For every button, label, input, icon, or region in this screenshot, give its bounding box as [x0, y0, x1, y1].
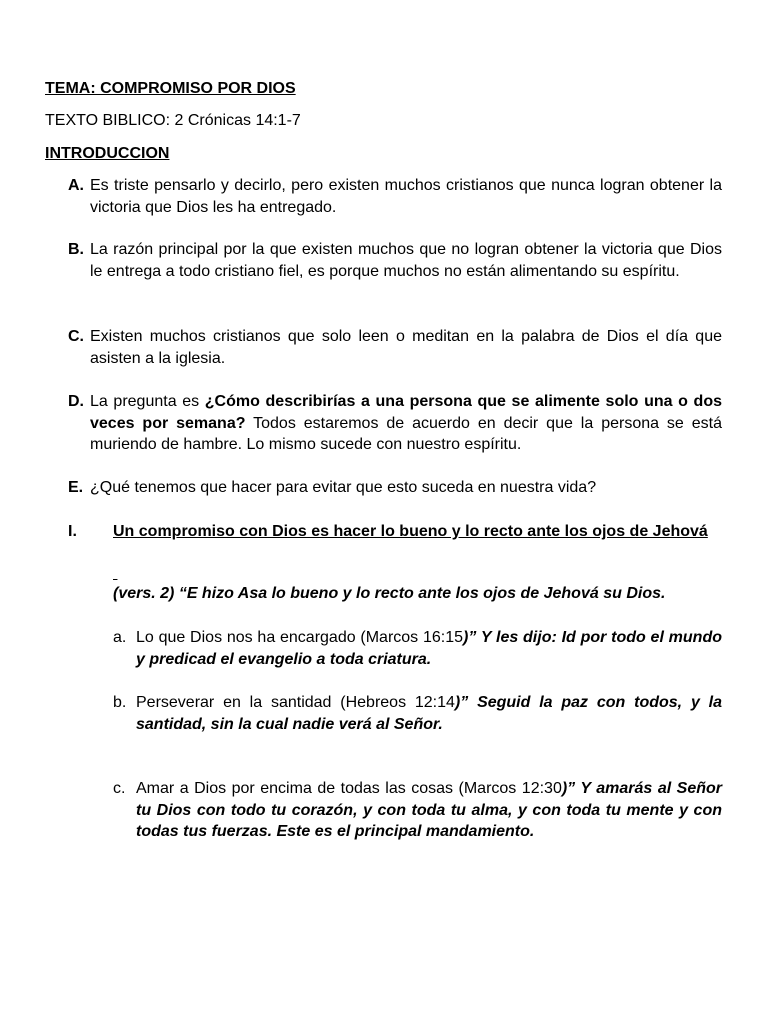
scripture-quote: )” Y amarás al Señor tu Dios con todo tu corazón, y con toda tu alma, y con toda tu mente y con todas tus fuerzas. Este es el principal mandamiento. [136, 780, 722, 840]
list-marker: A. [68, 177, 84, 194]
point-text: Perseverar en la santidad (Hebreos 12:14 [136, 694, 455, 711]
list-item-text [90, 391, 722, 456]
list-item-text: La razón principal por la que existen muchos que no logran obtener la victoria que Dios le entrega a todo cristiano fiel, es porque muchos no están alimentando su espíritu. [90, 241, 722, 280]
question-lead-in: La pregunta es [90, 393, 205, 410]
list-marker: b. [113, 694, 127, 711]
sermon-title: TEMA: COMPROMISO POR DIOS [45, 80, 296, 97]
section-numeral: I. [68, 523, 77, 540]
blank-underline [113, 563, 121, 585]
list-marker: c. [113, 780, 126, 797]
verse-quote: (vers. 2) “E hizo Asa lo bueno y lo recto ante los ojos de Jehová su Dios. [113, 585, 666, 602]
list-marker: a. [113, 629, 127, 646]
list-marker: B. [68, 241, 84, 258]
point-text: Amar a Dios por encima de todas las cosas (Marcos 12:30 [136, 780, 562, 797]
list-item-text: Existen muchos cristianos que solo leen o meditan en la palabra de Dios el día que asisten a la iglesia. [90, 328, 722, 367]
list-item-text [136, 692, 722, 735]
introduction-heading: INTRODUCCION [45, 145, 170, 162]
section-heading: Un compromiso con Dios es hacer lo bueno y lo recto ante los ojos de Jehová [113, 523, 708, 540]
list-item-text: ¿Qué tenemos que hacer para evitar que esto suceda en nuestra vida? [90, 479, 597, 496]
scripture-quote: )” Y les dijo: Id por todo el mundo y predicad el evangelio a toda criatura. [136, 629, 723, 668]
list-item-text [136, 778, 722, 843]
scripture-quote: )” Seguid la paz con todos, y la santidad, sin la cual nadie verá al Señor. [136, 694, 722, 733]
point-text: Lo que Dios nos ha encargado (Marcos 16:15 [136, 629, 464, 646]
bible-text-reference: TEXTO BIBLICO: 2 Crónicas 14:1-7 [45, 112, 301, 129]
list-item-text: Es triste pensarlo y decirlo, pero existen muchos cristianos que nunca logran obtener la victoria que Dios les ha entregado. [90, 177, 722, 216]
list-marker: C. [68, 328, 84, 345]
list-marker: E. [68, 479, 84, 496]
list-item-text [136, 627, 722, 670]
list-marker: D. [68, 393, 84, 410]
key-question: ¿Cómo describirías a una persona que se alimente solo una o dos veces por semana? [90, 393, 723, 432]
question-answer: Todos estaremos de acuerdo en decir que la persona se está muriendo de hambre. Lo mismo sucede con nuestro espíritu. [90, 414, 723, 453]
